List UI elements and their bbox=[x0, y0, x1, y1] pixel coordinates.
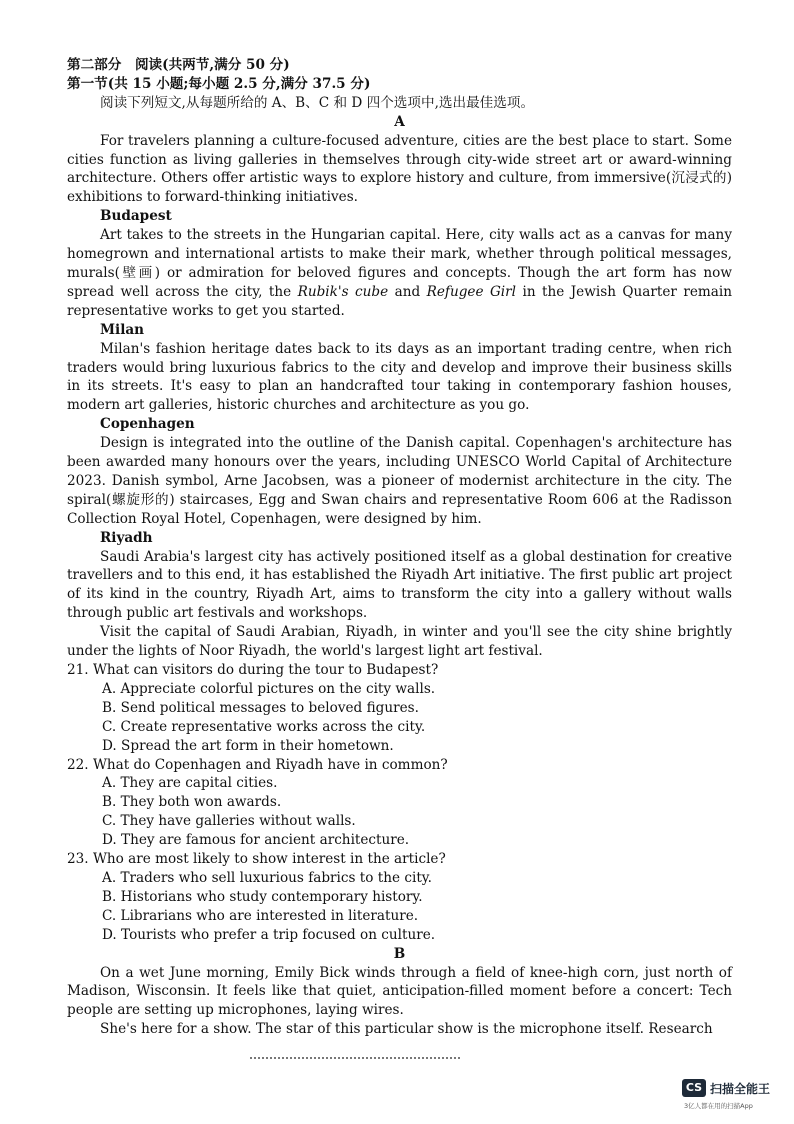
budapest-work-refugee-girl: Refugee Girl bbox=[426, 283, 517, 300]
question-stem: 23. Who are most likely to show interest in the article? bbox=[67, 851, 446, 868]
budapest-paragraph bbox=[67, 226, 732, 321]
page-footer-dots bbox=[250, 1057, 460, 1062]
budapest-work-rubiks-cube: Rubik's cube bbox=[297, 283, 389, 300]
option-c: C. Librarians who are interested in literature. bbox=[102, 907, 419, 924]
instruction: 阅读下列短文,从每题所给的 A、B、C 和 D 四个选项中,选出最佳选项。 bbox=[100, 94, 535, 111]
question-21 bbox=[67, 661, 732, 756]
riyadh-paragraph-1: Saudi Arabia's largest city has actively positioned itself as a global destination for creative travellers and to this end, it has established the Riyadh Art initiative. The first public art project of its kind in the country, Riyadh Art, aims to transform the city into a gallery without walls through public art festivals and workshops. bbox=[67, 548, 732, 622]
question-23 bbox=[67, 850, 732, 945]
option-d: D. Tourists who prefer a trip focused on culture. bbox=[102, 926, 436, 943]
option-d: D. Spread the art form in their hometown. bbox=[102, 737, 394, 754]
budapest-text-2: and bbox=[388, 283, 427, 300]
budapest-heading: Budapest bbox=[100, 208, 172, 225]
budapest-text-3: in the Jewish Quarter remain representative works to get you started. bbox=[67, 283, 732, 319]
option-a: A. Traders who sell luxurious fabrics to the city. bbox=[102, 869, 432, 886]
option-c: C. Create representative works across the city. bbox=[102, 718, 426, 735]
option-a: A. Appreciate colorful pictures on the city walls. bbox=[102, 680, 436, 697]
question-stem: 22. What do Copenhagen and Riyadh have in common? bbox=[67, 756, 448, 773]
passage-b-paragraph-1: On a wet June morning, Emily Bick winds through a field of knee-high corn, just north of Madison, Wisconsin. It feels like that quiet, anticipation-filled moment before a concert: Tech people are setting up microphones, laying wires. bbox=[67, 964, 732, 1019]
option-a: A. They are capital cities. bbox=[102, 775, 278, 792]
option-d: D. They are famous for ancient architecture. bbox=[102, 832, 410, 849]
passage-a-label: A bbox=[394, 113, 405, 130]
option-b: B. Historians who study contemporary history. bbox=[102, 888, 423, 905]
riyadh-paragraph-2: Visit the capital of Saudi Arabian, Riyadh, in winter and you'll see the city shine brightly under the lights of Noor Riyadh, the world's largest light art festival. bbox=[67, 624, 732, 660]
question-22 bbox=[67, 756, 732, 851]
milan-paragraph: Milan's fashion heritage dates back to its days as an important trading centre, when rich traders would bring luxurious fabrics to the city and develop and improve their business skills in its streets. It's easy to plan an handcrafted tour taking in contemporary fashion houses, modern art galleries, historic churches and architecture as you go. bbox=[67, 340, 732, 414]
passage-b-label: B bbox=[393, 945, 406, 962]
page-content bbox=[67, 56, 732, 1039]
passage-b-paragraph-2: She's here for a show. The star of this particular show is the microphone itself. Research bbox=[100, 1021, 713, 1038]
part-title: 第二部分 阅读(共两节,满分 50 分) bbox=[67, 57, 290, 73]
camscanner-logo-icon: CS bbox=[682, 1079, 706, 1097]
section-title: 第一节(共 15 小题;每小题 2.5 分,满分 37.5 分) bbox=[67, 75, 371, 92]
scanner-watermark bbox=[682, 1076, 786, 1116]
milan-heading: Milan bbox=[100, 321, 145, 338]
option-b: B. They both won awards. bbox=[102, 794, 282, 811]
riyadh-heading: Riyadh bbox=[100, 529, 153, 546]
question-stem: 21. What can visitors do during the tour to Budapest? bbox=[67, 662, 439, 678]
watermark-app-name: 扫描全能王 bbox=[710, 1082, 771, 1096]
copenhagen-paragraph: Design is integrated into the outline of the Danish capital. Copenhagen's architecture has been awarded many honours over the years, including UNESCO World Capital of Architecture 2023. Danish symbol, Arne Jacobsen, was a pioneer of modernist architecture in the city. The spiral(螺旋形的) staircases, Egg and Swan chairs and representative Room 606 at the Radisson Collection Royal Hotel, Copenhagen, were designed by him. bbox=[67, 435, 732, 527]
budapest-text-1: Art takes to the streets in the Hungarian capital. Here, city walls act as a canvas for many homegrown and international artists to make their mark, whether through political messages, murals(壁画) or admiration for beloved figures and concepts. Though the art form has now spread well across the city, the bbox=[67, 227, 732, 300]
passage-a-intro: For travelers planning a culture-focused adventure, cities are the best place to start. Some cities function as living galleries in themselves through city-wide street art or award-winning architecture. Others offer artistic ways to explore history and culture, from immersive(沉浸式的) exhibitions to forward-thinking initiatives. bbox=[67, 132, 732, 206]
option-c: C. They have galleries without walls. bbox=[102, 813, 356, 830]
option-b: B. Send political messages to beloved figures. bbox=[102, 699, 419, 716]
copenhagen-heading: Copenhagen bbox=[100, 416, 195, 433]
watermark-tagline: 3亿人都在用的扫描App bbox=[684, 1102, 753, 1110]
